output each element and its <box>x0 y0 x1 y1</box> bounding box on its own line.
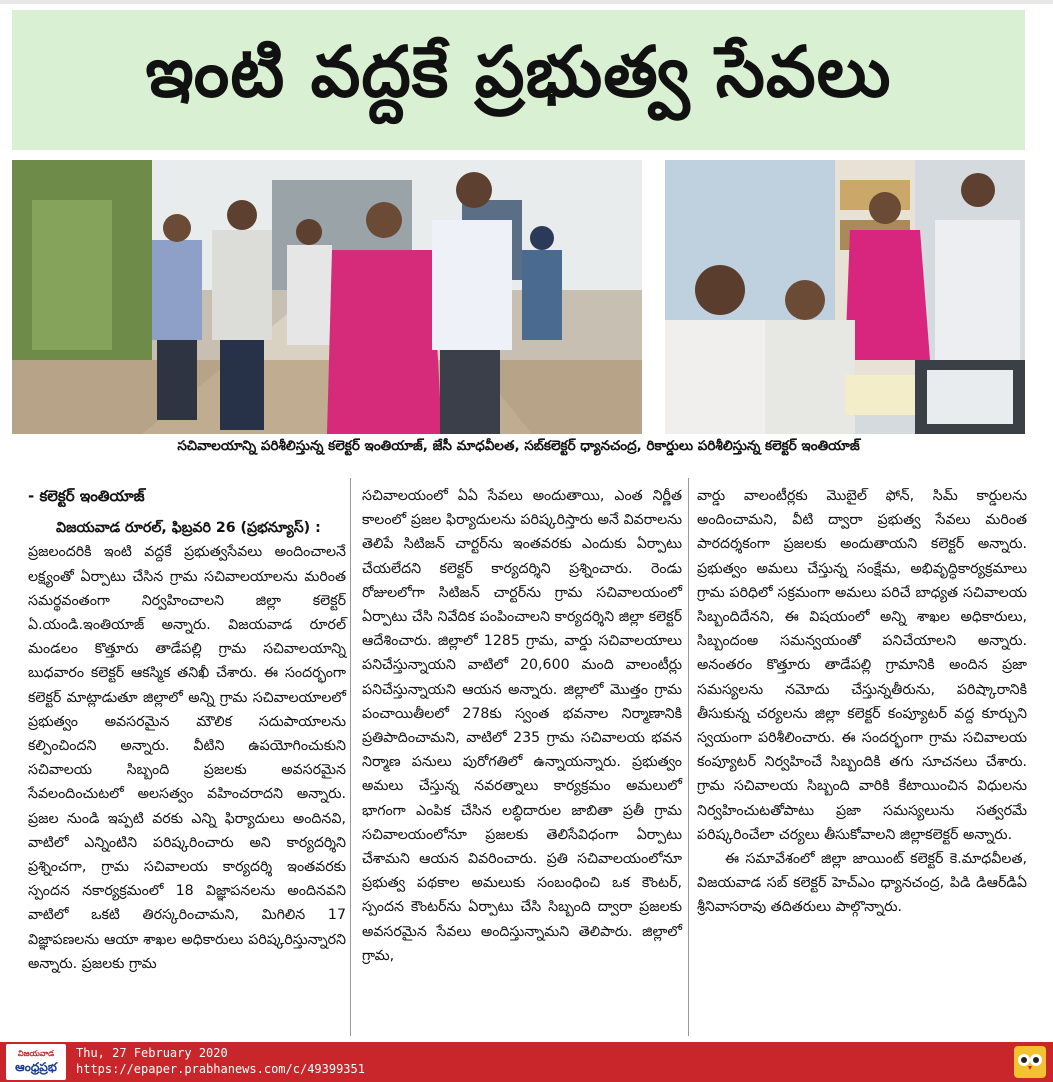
footer-info <box>76 1045 365 1077</box>
article-paragraph: వార్డు వాలంటీర్లకు మొబైల్ ఫోన్, సిమ్ కార్డులను అందించామని, వీటి ద్వారా ప్రభుత్వ సేవలు మరింత పారదర్శకంగా ప్రజలకు అందుతాయని కలెక్టర్ అన్నారు. ప్రభుత్వం అమలు చేస్తున్న సంక్షేమ, అభివృద్ధికార్యక్రమాలు గ్రామ పరిధిలో సక్రమంగా అమలు పరిచే బాధ్యత సచివాలయ సిబ్బందిదేనని, ఈ విషయంలో అన్ని శాఖల అధికారులు, సిబ్బందంఅ సమన్వయంతో పనిచేయాలని అన్నారు. అనంతరం కొత్తూరు తాడేపల్లి గ్రామానికి అందిన ప్రజా సమస్యలను నమోదు చేస్తున్నతీరును, పరిష్కారానికి తీసుకున్న చర్యలను జిల్లా కలెక్టర్ కంప్యూటర్ వద్ద కూర్చుని స్వయంగా పరిశీలించారు. ఈ సందర్భంగా గ్రామ సచివాలయ కంప్యూటర్ నిర్వహించే సిబ్బందికి తగు సూచనలు చేశారు. గ్రామ సచివాలయ సిబ్బంది వారికి కేటాయించిన విధులను నిర్వహించుటతోపాటు ప్రజా సమస్యలును సత్వరమే పరిష్కరించేలా చర్యలు తీసుకోవాలని జిల్లాకలెక్టర్ అన్నారు. <box>697 488 1027 843</box>
logo-edition: విజయవాడ <box>17 1049 55 1058</box>
article-byline: - కలెక్టర్ ఇంతియాజ్ <box>28 487 145 505</box>
column-divider <box>688 478 689 1036</box>
article-column-1 <box>28 484 346 976</box>
headline: ఇంటి వద్దకే ప్రభుత్వ సేవలు <box>145 30 892 113</box>
photo-caption: సచివాలయాన్ని పరిశీలిస్తున్న కలెక్టర్ ఇంతియాజ్, జేసీ మాధవీలత, సబ్‌కలెక్టర్ ధ్యానచంద్ర, రికార్డులు పరిశీలిస్తున్న కలెక్టర్ ఇంతియాజ్ <box>177 437 860 454</box>
logo-title: ఆంధ్రప్రభ <box>15 1060 57 1074</box>
article-paragraph: సచివాలయంలో ఏఏ సేవలు అందుతాయి, ఎంత నిర్ణీత కాలంలో ప్రజల ఫిర్యాదులను పరిష్కరిస్తారు అనే వివరాలను తెలిపే సిటిజన్ చార్టర్‌ను ఇంతవరకు ఎందుకు ఏర్పాటు చేయలేదని కలెక్టర్ కార్యదర్శిని ప్రశ్నించారు. రెండు రోజులలోగా సిటిజన్ చార్టర్‌ను గ్రామ సచివాలయంలో ఏర్పాటు చేసి నివేదిక పంపించాలని కార్యదర్శిని జిల్లా కలెక్టర్ ఆదేశించారు. జిల్లాలో 1285 గ్రామ, వార్డు సచివాలయాలు పనిచేస్తున్నాయని వాటిలో 20,600 మంది వాలంటీర్లు పనిచేస్తున్నాయని ఆయన అన్నారు. జిల్లాలో మొత్తం గ్రామ పంచాయితీలలో 278కు స్వంత భవనాల నిర్మాణానికి ప్రతిపాదించామని, వాటిలో 235 గ్రామ సచివాలయ భవన నిర్మాణ పనులు పురోగతిలో ఉన్నాయన్నారు. ప్రభుత్వం అమలు చేస్తున్న నవరత్నాలు కార్యక్రమం అమలులో భాగంగా ఎంపిక చేసిన లబ్ధిదారుల జాబితా ప్రతీ గ్రామ సచివాలయంలోనూ ప్రజలకు తెలిసేవిధంగా ఏర్పాటు చేశామని ఆయన వివరించారు. ప్రతి సచివాలయంలోనూ ప్రభుత్వ పథకాల అమలుకు సంబంధించి ఒక కౌంటర్, స్పందన కౌంటర్‌ను ఏర్పాటు చేసి సిబ్బంది ద్వారా ప్రజలకు అవసరమైన సేవలు అందిస్తున్నామని తెలిపారు. జిల్లాలో గ్రామ, <box>362 488 682 964</box>
publication-logo[interactable] <box>6 1044 66 1080</box>
footer-date: Thu, 27 February 2020 <box>76 1046 228 1060</box>
epaper-footer <box>0 1042 1053 1082</box>
owl-icon[interactable] <box>1014 1046 1046 1078</box>
records-inspection-photo <box>665 160 1025 434</box>
footer-url[interactable]: https://epaper.prabhanews.com/c/49399351 <box>76 1062 365 1076</box>
article-column-3 <box>697 484 1027 920</box>
top-rule <box>0 0 1053 4</box>
officials-walking-photo <box>12 160 642 434</box>
article-paragraph: ప్రజలందరికి ఇంటి వద్దకే ప్రభుత్వసేవలు అందించాలనే లక్ష్యంతో ఏర్పాటు చేసిన గ్రామ సచివాలయాలను మరింత సమర్థవంతంగా నిర్వహించాలని జిల్లా కలెక్టర్ ఏ.యండి.ఇంతియాజ్ అన్నారు. విజయవాడ రూరల్ మండలం కొత్తూరు తాడేపల్లి గ్రామ సచివాలయాన్ని బుధవారం కలెక్టర్ ఆకస్మిక తనిఖీ చేశారు. ఈ సందర్భంగా కలెక్టర్ మాట్లాడుతూ జిల్లాలో అన్ని గ్రామ సచివాలయాలలో ప్రభుత్వం అవసరమైన మౌలిక సదుపాయాలను కల్పించిందని అన్నారు. వీటిని ఉపయోగించుకుని సచివాలయ సిబ్బంది ప్రజలకు అవసరమైన సేవలందించుటలో అలసత్వం వహించరాదని అన్నారు. ప్రజల నుండి ఇప్పటి వరకు ఎన్ని ఫిర్యాదులు అందినవి, వాటిలో ఎన్నింటిని పరిష్కరించారు అని కార్యదర్శిని ప్రశ్నించగా, గ్రామ సచివాలయ కార్యదర్శి ఇంతవరకు స్పందన నకార్యక్రమంలో 18 విజ్ఞాపనలను అందినవని వాటిలో ఒకటి తిరస్కరించామని, మిగిలిన 17 విజ్ఞాపణలను ఆయా శాఖల అధికారులు పరిష్కరిస్తున్నారని అన్నారు. ప్రజలకు గ్రామ <box>28 544 346 972</box>
headline-banner <box>12 10 1025 150</box>
article-column-2 <box>362 484 682 968</box>
article-dateline: విజయవాడ రూరల్, ఫిబ్రవరి 26 (ప్రభన్యూస్) : <box>56 520 321 537</box>
column-divider <box>350 478 351 1036</box>
article-paragraph: ఈ సమావేశంలో జిల్లా జాయింట్ కలెక్టర్ కె.మాధవీలత, విజయవాడ సబ్ కలెక్టర్ హెచ్‌ఎం ధ్యానచంద్ర, పిడి డిఆర్‌డిఏ శ్రీనివాసరావు తదితరులు పాల్గొన్నారు. <box>697 851 1027 916</box>
